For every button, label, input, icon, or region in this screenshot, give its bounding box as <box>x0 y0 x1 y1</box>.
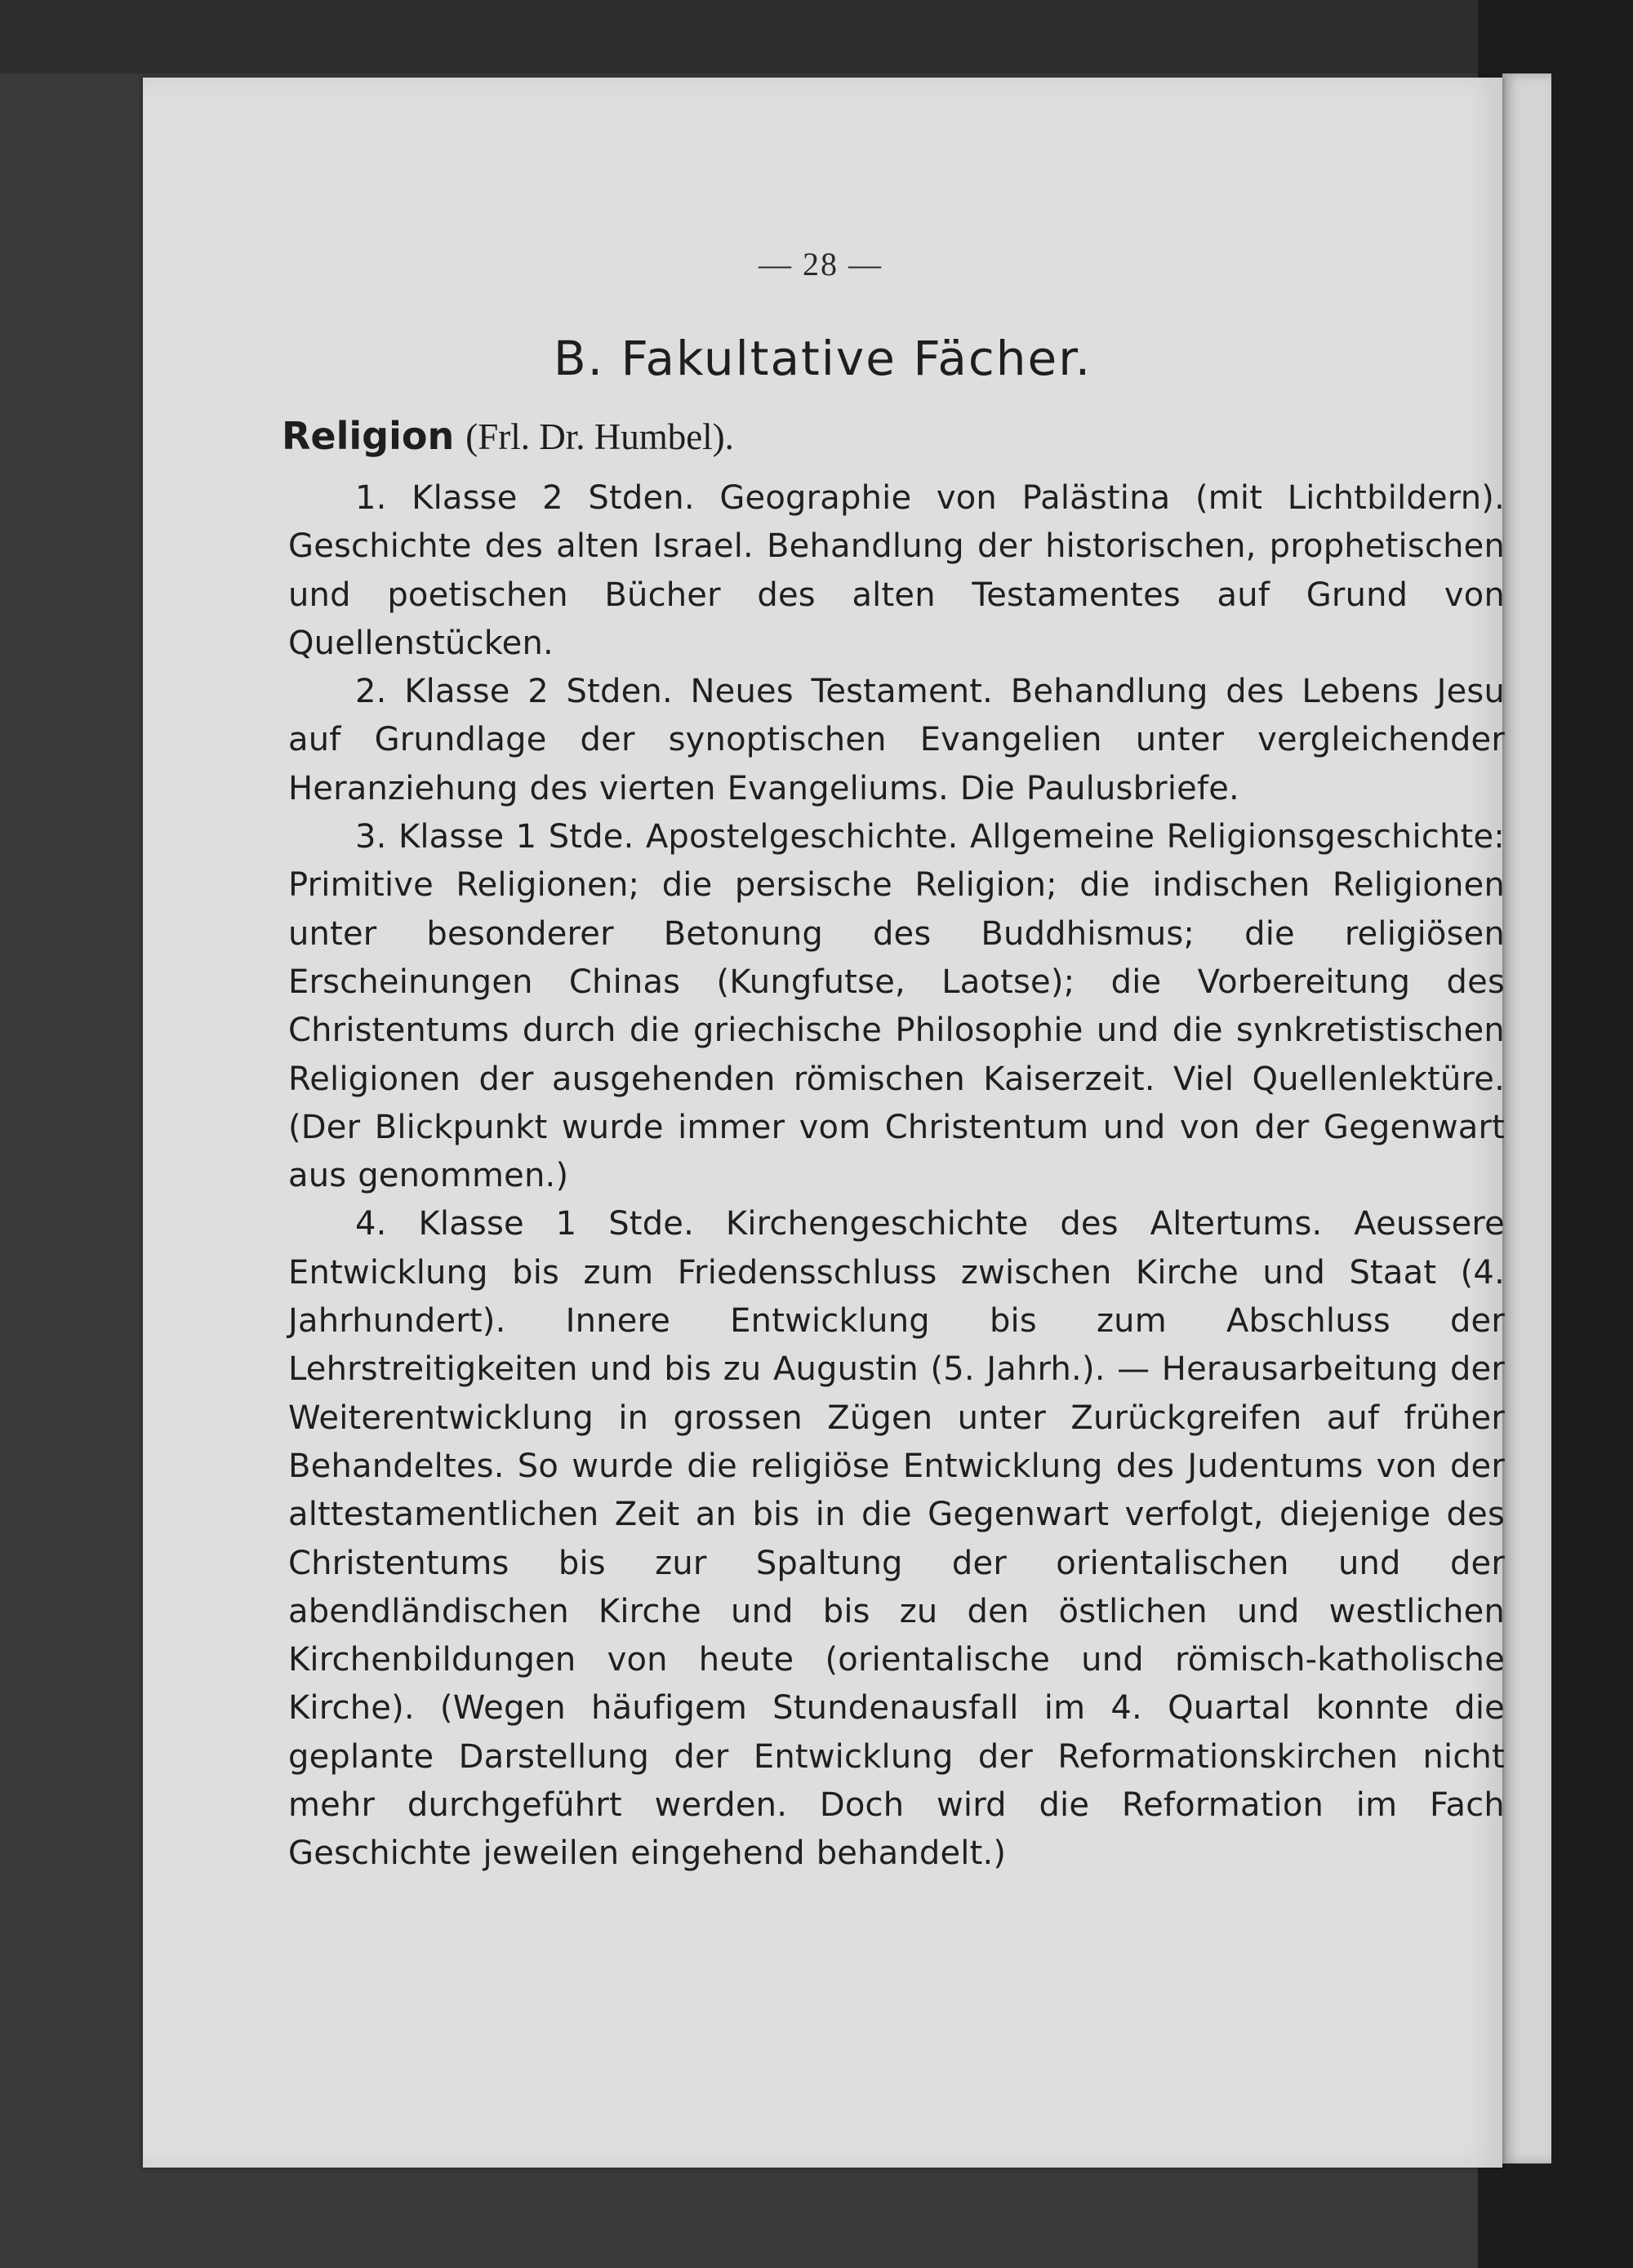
scan-background-top <box>0 0 1633 73</box>
subject-name: Religion <box>282 414 455 458</box>
paragraph-klasse-4: 4. Klasse 1 Stde. Kirchengeschichte des Altertums. Aeussere Entwicklung bis zum Friedensschluss zwischen Kirche und Staat (4. Jahrhundert). Innere Entwicklung bis zum Abschluss der Lehrstreitigkeiten und bis zu Augustin (5. Jahrh.). — Herausarbeitung der Weiterentwicklung in grossen Zügen unter Zurückgreifen auf früher Behandeltes. So wurde die religiöse Entwicklung des Judentums von der alttestamentlichen Zeit an bis in die Gegenwart verfolgt, diejenige des Christentums bis zur Spaltung der orientalischen und der abendländischen Kirche und bis zu den östlichen und westlichen Kirchenbildungen von heute (orientalische und römisch-katholische Kirche). (Wegen häufigem Stundenausfall im 4. Quartal konnte die geplante Darstellung der Entwicklung der Reformationskirchen nicht mehr durchgeführt werden. Doch wird die Reformation im Fach Geschichte jeweilen eingehend behandelt.) <box>288 1205 1505 1873</box>
document-page <box>143 78 1505 2168</box>
paragraph-klasse-2: 2. Klasse 2 Stden. Neues Testament. Behandlung des Lebens Jesu auf Grundlage der synoptischen Evangelien unter vergleichender Heranziehung des vierten Evangeliums. Die Paulusbriefe. <box>288 673 1505 807</box>
subject-teacher: (Frl. Dr. Humbel). <box>465 416 734 457</box>
paragraph-klasse-3: 3. Klasse 1 Stde. Apostelgeschichte. Allgemeine Religionsgeschichte: Primitive Religionen; die persische Religion; die indischen Religionen unter besonderer Betonung des Buddhismus; die religiösen Erscheinungen Chinas (Kungfutse, Laotse); die Vorbereitung des Christentums durch die griechische Philosophie und die synkretistischen Religionen der ausgehenden römischen Kaiserzeit. Viel Quellenlektüre. (Der Blickpunkt wurde immer vom Christentum und von der Gegenwart aus genommen.) <box>288 818 1505 1195</box>
page-number: — 28 — <box>759 246 883 282</box>
section-heading: B. Fakultative Fächer. <box>553 331 1092 386</box>
paragraph-klasse-1: 1. Klasse 2 Stden. Geographie von Palästina (mit Lichtbildern). Geschichte des alten Israel. Behandlung der historischen, prophetischen und poetischen Bücher des alten Testamentes auf Grund von Quellenstücken. <box>288 479 1505 662</box>
body-text <box>288 474 1505 1879</box>
adjacent-page-edge <box>1502 73 1551 2163</box>
subject-line <box>282 414 734 458</box>
